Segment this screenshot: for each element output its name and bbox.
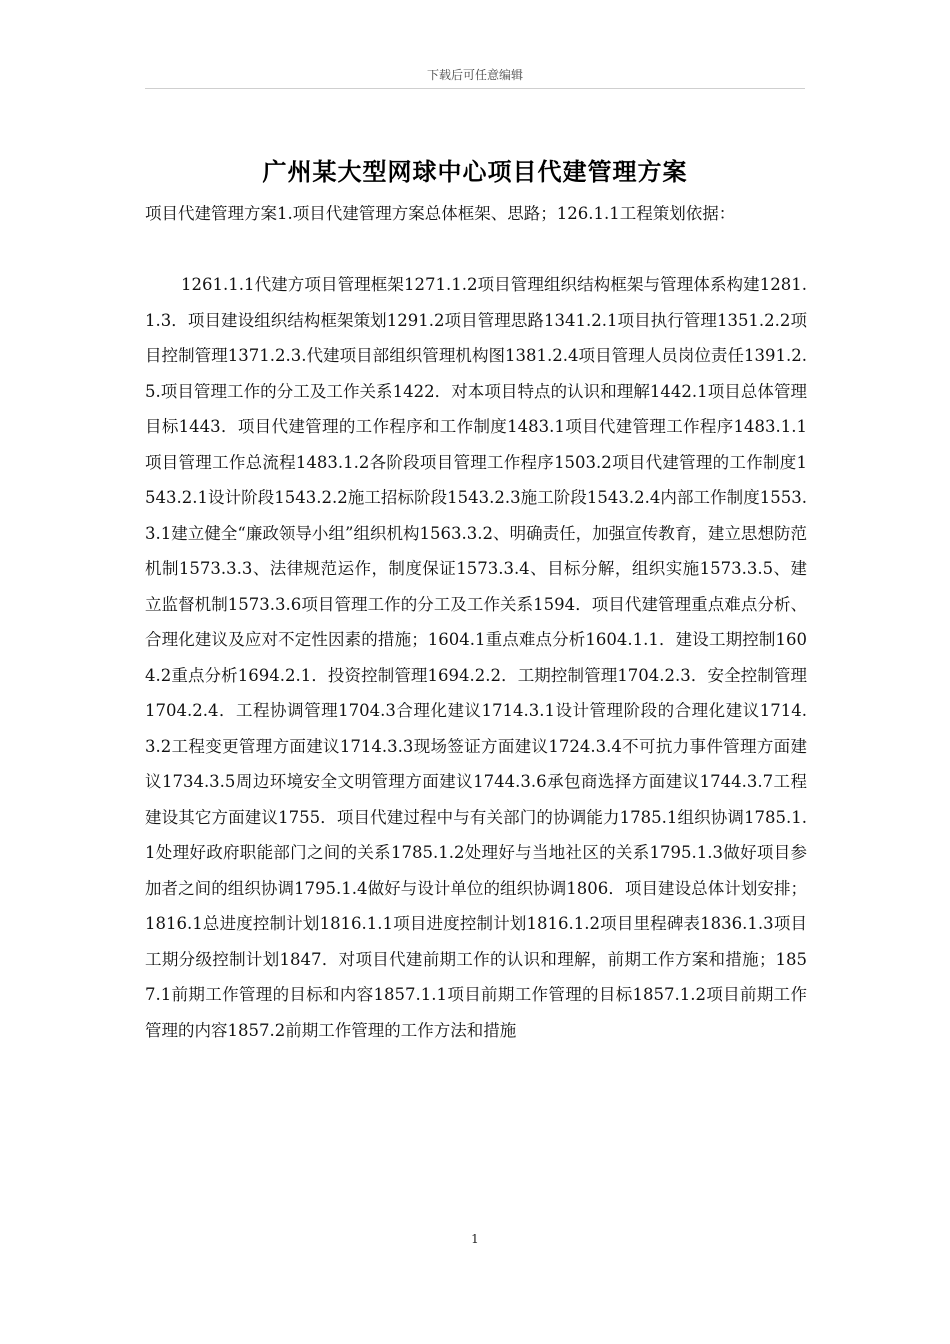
body-paragraph-intro: 项目代建管理方案1.项目代建管理方案总体框架、思路；126.1.1工程策划依据： <box>145 204 736 223</box>
header-divider <box>145 88 805 89</box>
document-title: 广州某大型网球中心项目代建管理方案 <box>262 158 688 186</box>
page-number: 1 <box>471 1232 479 1246</box>
body-paragraph-contents: 1261.1.1代建方项目管理框架1271.1.2项目管理组织结构框架与管理体系构建1281.1.3．项目建设组织结构框架策划1291.2项目管理思路1341.2.1项目执行管理1351.2.2项目控制管理1371.2.3.代建项目部组织管理机构图1381.2.4项目管理人员岗位责任1391.2.5.项目管理工作的分工及工作关系1422．对本项目特点的认识和理解1442.1项目总体管理目标1443．项目代建管理的工作程序和工作制度1483.1项目代建管理工作程序1483.1.1项目管理工作总流程1483.1.2各阶段项目管理工作程序1503.2项目代建管理的工作制度1543.2.1设计阶段1543.2.2施工招标阶段1543.2.3施工阶段1543.2.4内部工作制度1553.3.1建立健全“廉政领导小组”组织机构1563.3.2、明确责任，加强宣传教育，建立思想防范机制1573.3.3、法律规范运作，制度保证1573.3.4、目标分解，组织实施1573.3.5、建立监督机制1573.3.6项目管理工作的分工及工作关系1594．项目代建管理重点难点分析、合理化建议及应对不定性因素的措施；1604.1重点难点分析1604.1.1．建设工期控制1604.2重点分析1694.2.1．投资控制管理1694.2.2．工期控制管理1704.2.3．安全控制管理1704.2.4．工程协调管理1704.3合理化建议1714.3.1设计管理阶段的合理化建议1714.3.2工程变更管理方面建议1714.3.3现场签证方面建议1724.3.4不可抗力事件管理方面建议1734.3.5周边环境安全文明管理方面建议1744.3.6承包商选择方面建议1744.3.7工程建设其它方面建议1755．项目代建过程中与有关部门的协调能力1785.1组织协调1785.1.1处理好政府职能部门之间的关系1785.1.2处理好与当地社区的关系1795.1.3做好项目参加者之间的组织协调1795.1.4做好与设计单位的组织协调1806．项目建设总体计划安排；1816.1总进度控制计划1816.1.1项目进度控制计划1816.1.2项目里程碑表1836.1.3项目工期分级控制计划1847．对项目代建前期工作的认识和理解，前期工作方案和措施；1857.1前期工作管理的目标和内容1857.1.1项目前期工作管理的目标1857.1.2项目前期工作管理的内容1857.2前期工作管理的工作方法和措施 <box>145 275 807 1040</box>
page-header: 下载后可任意编辑 <box>426 68 523 82</box>
